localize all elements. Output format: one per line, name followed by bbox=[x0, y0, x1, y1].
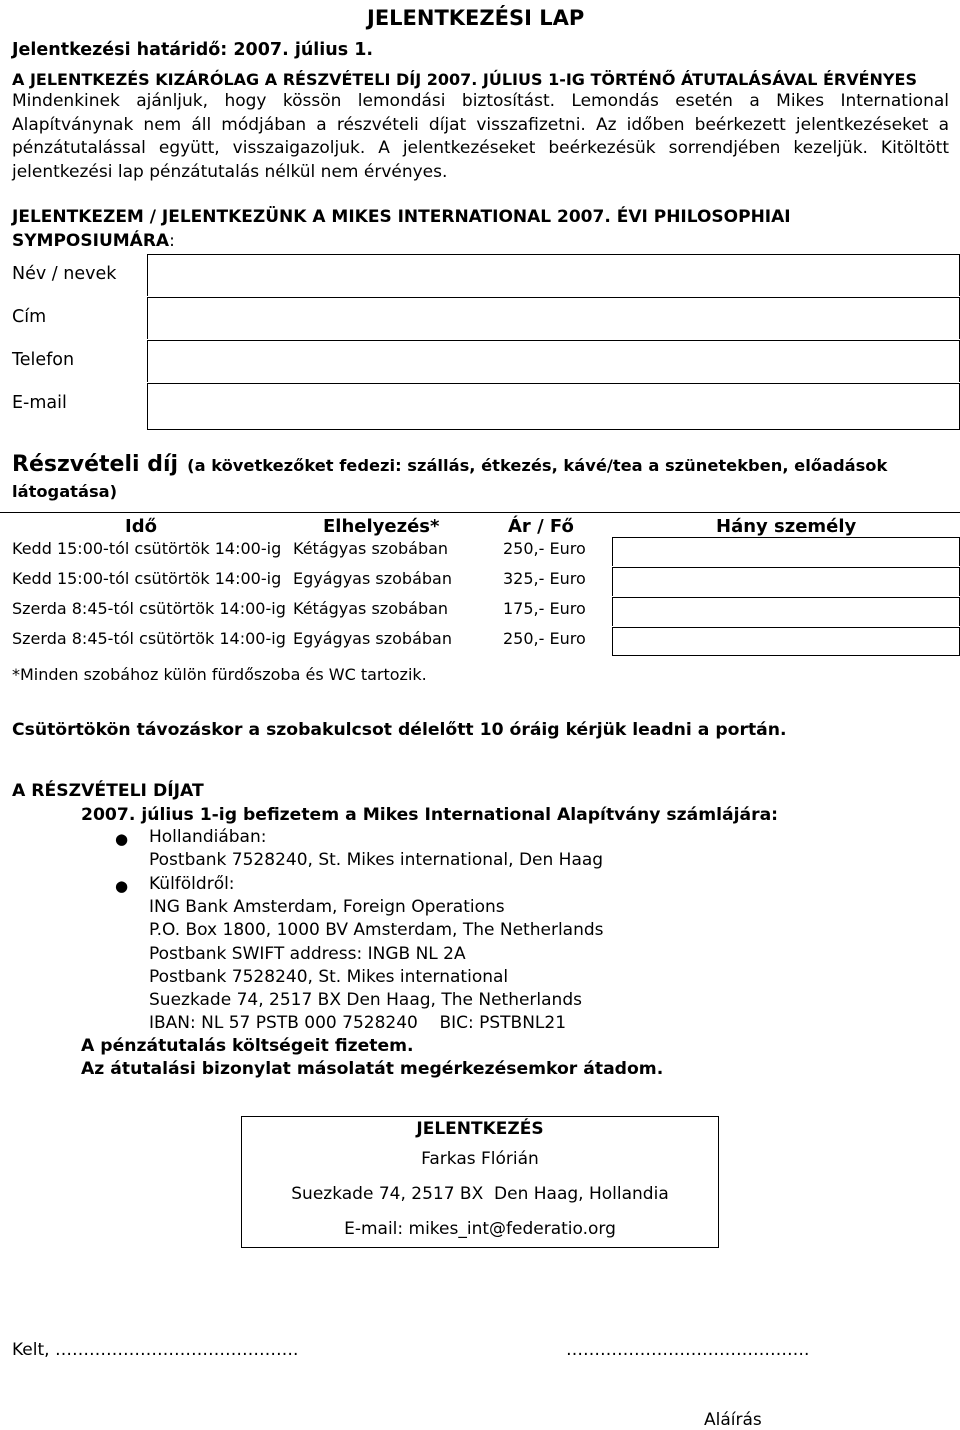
contact-address: Suezkade 74, 2517 BX Den Haag, Hollandia bbox=[291, 1184, 669, 1204]
price-cell: 325,- Euro bbox=[503, 569, 586, 588]
price-cell: 250,- Euro bbox=[503, 629, 586, 648]
holland-label: Hollandiában: bbox=[149, 827, 267, 847]
intro-line: Alapítványnak nem áll módjában a részvételi díjat visszafizetni. Az időben beérkezett jelentkezéseket a bbox=[12, 114, 949, 135]
persons-field[interactable] bbox=[612, 627, 960, 656]
contact-name: Farkas Flórián bbox=[421, 1149, 539, 1169]
col-header-price: Ár / Fő bbox=[508, 516, 574, 537]
fee-title: Részvételi díj bbox=[12, 452, 179, 477]
form-row-name bbox=[0, 254, 960, 296]
persons-field[interactable] bbox=[612, 597, 960, 626]
fee-table bbox=[0, 512, 960, 658]
validity-notice: A JELENTKEZÉS KIZÁRÓLAG A RÉSZVÉTELI DÍJ 2007. JÚLIUS 1-IG TÖRTÉNŐ ÁTUTALÁSÁVAL ÉRVÉNYES bbox=[12, 70, 917, 89]
email-label: E-mail bbox=[12, 393, 67, 413]
time-cell: Szerda 8:45-tól csütörtök 14:00-ig bbox=[12, 629, 286, 648]
bullet-icon: ● bbox=[115, 877, 129, 895]
table-row bbox=[0, 567, 960, 596]
room-footnote: *Minden szobához külön fürdőszoba és WC tartozik. bbox=[12, 665, 427, 684]
name-field[interactable] bbox=[147, 254, 960, 296]
room-cell: Egyágyas szobában bbox=[293, 569, 452, 588]
registration-heading: JELENTKEZEM / JELENTKEZÜNK A MIKES INTERNATIONAL 2007. ÉVI PHILOSOPHIAI bbox=[12, 207, 791, 227]
phone-label: Telefon bbox=[12, 350, 75, 370]
abroad-account-details bbox=[149, 896, 604, 1036]
contact-title: JELENTKEZÉS bbox=[416, 1119, 544, 1139]
abroad-line: Postbank SWIFT address: INGB NL 2A bbox=[149, 943, 466, 964]
col-header-time: Idő bbox=[125, 516, 157, 537]
abroad-label: Külföldről: bbox=[149, 874, 235, 894]
table-row bbox=[0, 597, 960, 626]
room-cell: Egyágyas szobában bbox=[293, 629, 452, 648]
bullet-icon: ● bbox=[115, 830, 129, 848]
price-cell: 250,- Euro bbox=[503, 539, 586, 558]
heading-colon: : bbox=[169, 231, 175, 251]
registration-heading-line2 bbox=[12, 231, 175, 251]
abroad-line: P.O. Box 1800, 1000 BV Amsterdam, The Netherlands bbox=[149, 920, 604, 941]
abroad-line: Suezkade 74, 2517 BX Den Haag, The Netherlands bbox=[149, 990, 582, 1011]
transfer-cost-note: A pénzátutalás költségeit fizetem. bbox=[81, 1036, 414, 1056]
intro-line: jelentkezési lap pénzátutalás nélkül nem érvényes. bbox=[12, 161, 448, 182]
name-label: Név / nevek bbox=[12, 264, 117, 284]
form-row-email bbox=[0, 383, 960, 430]
abroad-line: ING Bank Amsterdam, Foreign Operations bbox=[149, 897, 505, 917]
fee-heading bbox=[12, 452, 887, 477]
abroad-line: IBAN: NL 57 PSTB 000 7528240 BIC: PSTBNL21 bbox=[149, 1013, 567, 1034]
page-title: JELENTKEZÉSI LAP bbox=[367, 6, 585, 30]
contact-box bbox=[241, 1116, 719, 1248]
col-header-persons: Hány személy bbox=[716, 516, 857, 537]
persons-field[interactable] bbox=[612, 567, 960, 596]
symposium-word: SYMPOSIUMÁRA bbox=[12, 231, 170, 251]
place-date-field[interactable]: Kelt, ……………………………………. bbox=[12, 1340, 299, 1360]
signature-label: Aláírás bbox=[704, 1410, 762, 1430]
fee-note: (a következőket fedezi: szállás, étkezés, kávé/tea a szünetekben, előadások bbox=[187, 456, 888, 475]
address-label: Cím bbox=[12, 307, 47, 327]
email-field[interactable] bbox=[147, 383, 960, 430]
signature-line[interactable]: ……………………………………. bbox=[566, 1340, 810, 1360]
holland-account: Postbank 7528240, St. Mikes international, Den Haag bbox=[149, 850, 604, 870]
intro-paragraph bbox=[12, 90, 949, 184]
table-row bbox=[0, 627, 960, 656]
time-cell: Kedd 15:00-tól csütörtök 14:00-ig bbox=[12, 569, 282, 588]
room-cell: Kétágyas szobában bbox=[293, 599, 449, 618]
room-cell: Kétágyas szobában bbox=[293, 539, 449, 558]
abroad-line: Postbank 7528240, St. Mikes international bbox=[149, 966, 509, 987]
payment-subheading: 2007. július 1-ig befizetem a Mikes International Alapítvány számlájára: bbox=[81, 805, 779, 825]
receipt-note: Az átutalási bizonylat másolatát megérkezésemkor átadom. bbox=[81, 1059, 664, 1079]
address-field[interactable] bbox=[147, 297, 960, 339]
col-header-room: Elhelyezés* bbox=[323, 516, 440, 537]
deadline: Jelentkezési határidő: 2007. július 1. bbox=[12, 40, 374, 60]
table-row bbox=[0, 537, 960, 566]
checkout-note: Csütörtökön távozáskor a szobakulcsot délelőtt 10 óráig kérjük leadni a portán. bbox=[12, 720, 787, 740]
intro-line: pénzátutalással együtt, visszaigazoljuk. A jelentkezéseket beérkezésük sorrendjében kezeljük. Kitöltött bbox=[12, 138, 949, 158]
payment-heading: A RÉSZVÉTELI DÍJAT bbox=[12, 781, 204, 801]
intro-line: Mindenkinek ajánljuk, hogy kössön lemondási biztosítást. Lemondás esetén a Mikes International bbox=[12, 91, 949, 111]
contact-form bbox=[0, 254, 960, 432]
price-cell: 175,- Euro bbox=[503, 599, 586, 618]
phone-field[interactable] bbox=[147, 340, 960, 382]
time-cell: Szerda 8:45-tól csütörtök 14:00-ig bbox=[12, 599, 286, 618]
form-row-phone bbox=[0, 340, 960, 382]
time-cell: Kedd 15:00-tól csütörtök 14:00-ig bbox=[12, 539, 282, 558]
contact-email: E-mail: mikes_int@federatio.org bbox=[344, 1219, 616, 1239]
fee-note-line2: látogatása) bbox=[12, 482, 118, 501]
persons-field[interactable] bbox=[612, 537, 960, 566]
form-row-address bbox=[0, 297, 960, 339]
